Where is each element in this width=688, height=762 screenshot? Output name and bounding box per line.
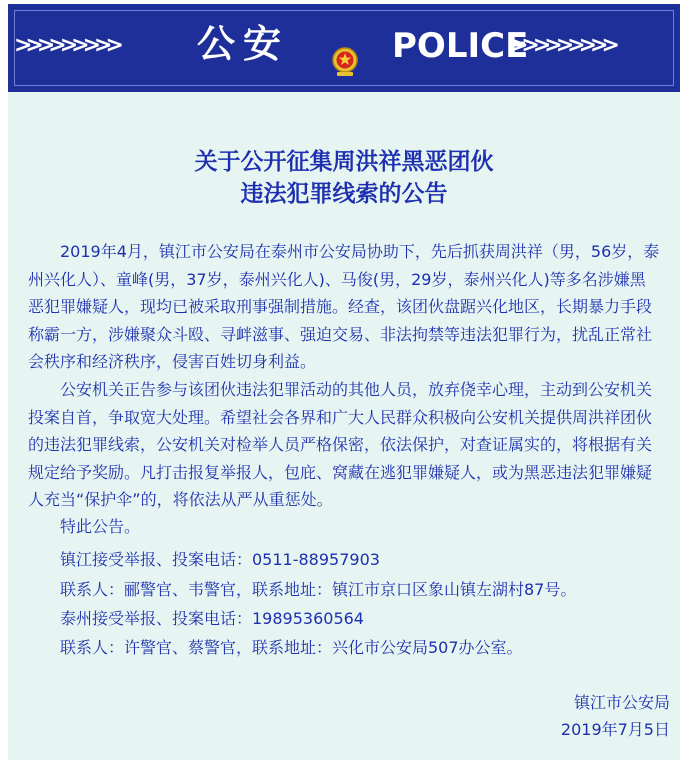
police-emblem-icon [327, 44, 363, 80]
notice-paragraph [28, 238, 660, 376]
paragraph2-text: 公安机关正告参与该团伙违法犯罪活动的其他人员，放弃侥幸心理，主动到公安机关投案自首，争取宽大处理。希望社会各界和广大人民群众积极向公安机关提供周洪祥团伙的违法犯罪线索，公安机关对检举人员严格保密，依法保护，对查证属实的，将根据有关规定给予奖励。凡打击报复举报人，包庇、窝藏在逃犯罪嫌疑人，或为黑恶违法犯罪嫌疑人充当“保护伞”的，将依法从严从重惩处。 [28, 380, 653, 510]
notice-title-line1: 关于公开征集周洪祥黑恶团伙 [194, 149, 494, 175]
zhenjiang-contact: 联系人：郦警官、韦警官，联系地址：镇江市京口区象山镇左湖村87号。 [60, 580, 577, 599]
taizhou-contact: 联系人：许警官、蔡警官，联系地址：兴化市公安局507办公室。 [60, 638, 523, 657]
notice-paragraph [28, 376, 660, 514]
signature-date: 2019年7月5日 [560, 720, 670, 739]
closing-line: 特此公告。 [60, 517, 141, 536]
zhenjiang-phone: 镇江接受举报、投案电话：0511-88957903 [60, 550, 380, 569]
notice-title-line2: 违法犯罪线索的公告 [240, 181, 448, 207]
taizhou-phone: 泰州接受举报、投案电话：19895360564 [60, 609, 364, 628]
banner-title-cn: 公安 [197, 22, 290, 66]
signature-agency: 镇江市公安局 [573, 693, 670, 712]
banner-title-en: POLICE [392, 26, 529, 66]
paragraph1-text: 2019年4月，镇江市公安局在泰州市公安局协助下，先后抓获周洪祥（男，56岁，泰州兴化人）、童峰(男，37岁，泰州兴化人)、马俊(男，29岁，泰州兴化人)等多名涉嫌黑恶犯罪嫌疑人，现均已被采取刑事强制措施。经查，该团伙盘踞兴化地区，长期暴力手段称霸一方，涉嫌聚众斗殴、寻衅滋事、强迫交易、非法拘禁等违法犯罪行为，扰乱正常社会秩序和经济秩序，侵害百姓切身利益。 [28, 242, 660, 372]
chevron-left-icons: >>>>>>>>> [14, 33, 117, 58]
chevron-right-icons: >>>>>>>>> [510, 33, 613, 58]
